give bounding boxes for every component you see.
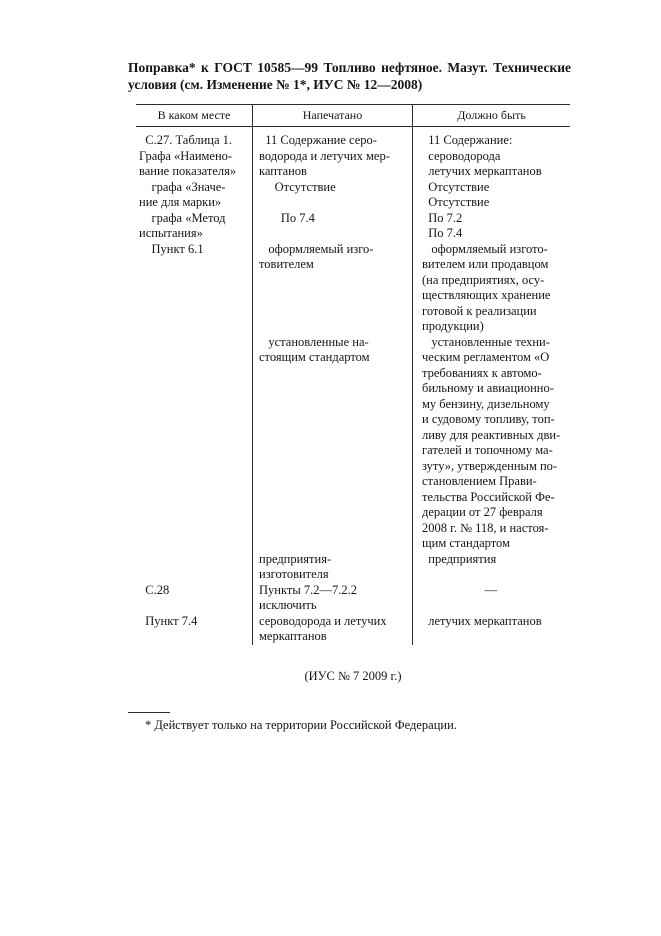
table-line: сероводорода — [422, 148, 501, 163]
table-line: графа «Значе- — [139, 179, 226, 194]
table-line — [139, 335, 250, 351]
table-line — [259, 366, 410, 382]
table-line — [139, 428, 250, 444]
table-line — [259, 490, 410, 506]
table-line: (на предприятиях, осу- — [422, 272, 545, 287]
table-line: установленные на- — [259, 334, 369, 349]
table-line — [259, 459, 410, 475]
table-line: оформляемый изго- — [259, 241, 374, 256]
table-line — [139, 366, 250, 382]
column-body-should-be — [413, 127, 570, 645]
table-line: вителем или продавцом — [422, 257, 549, 271]
table-line: ществляющих хранение — [422, 288, 551, 302]
table-line: Отсутствие — [422, 195, 490, 209]
table-line: предприятия — [422, 551, 497, 566]
table-line — [259, 536, 410, 552]
table-line: летучих меркаптанов — [422, 613, 542, 628]
table-line — [259, 474, 410, 490]
table-line: изготовителя — [259, 567, 329, 581]
table-line: Отсутствие — [259, 179, 336, 194]
corrections-table — [136, 104, 570, 645]
table-line: зуту», утвержденным по- — [422, 458, 558, 473]
table-line: Пункт 7.4 — [139, 613, 198, 628]
table-line — [259, 412, 410, 428]
table-line: испытания» — [139, 226, 203, 240]
table-line — [422, 598, 568, 614]
table-line: щим стандартом — [422, 536, 510, 550]
table-line: предприятия- — [259, 551, 332, 566]
table-line — [139, 257, 250, 273]
table-line: С.27. Таблица 1. — [139, 133, 233, 147]
table-line — [139, 536, 250, 552]
column-body-printed — [253, 127, 412, 645]
table-line: готовой к реализации — [422, 303, 537, 318]
table-line — [259, 195, 410, 211]
table-line — [139, 381, 250, 397]
title-line-1: Поправка* к ГОСТ 10585—99 Топливо нефтяное. Мазут. Технические — [128, 60, 571, 75]
table-column-printed — [252, 105, 412, 645]
footnote-text: * Действует только на территории Российской Федерации. — [145, 718, 457, 732]
table-line: вание показателя» — [139, 164, 237, 178]
table-line: 11 Содержание: — [422, 133, 513, 147]
table-line — [139, 629, 250, 645]
table-line — [259, 397, 410, 413]
table-line: Отсутствие — [422, 179, 490, 194]
table-line — [259, 521, 410, 537]
table-line — [139, 474, 250, 490]
table-line: ние для марки» — [139, 195, 222, 209]
table-line — [139, 288, 250, 304]
table-line: водорода и летучих мер- — [259, 148, 390, 163]
table-line — [139, 412, 250, 428]
table-line: установленные техни- — [422, 334, 550, 349]
document-title — [128, 60, 571, 93]
table-line: гателей и топочному ма- — [422, 443, 553, 457]
table-line — [422, 567, 568, 583]
table-line — [259, 381, 410, 397]
table-line — [139, 598, 250, 614]
column-header-should-be: Должно быть — [413, 105, 570, 127]
table-column-location — [136, 105, 252, 645]
table-line — [259, 226, 410, 242]
table-line: товителем — [259, 257, 314, 271]
table-line — [139, 350, 250, 366]
table-column-should-be — [412, 105, 570, 645]
table-line — [139, 567, 250, 583]
table-line: оформляемый изгото- — [422, 241, 548, 256]
table-line: летучих меркаптанов — [422, 164, 542, 178]
table-line: Пункты 7.2—7.2.2 — [259, 582, 357, 597]
table-line — [139, 459, 250, 475]
table-line: Пункт 6.1 — [139, 241, 204, 256]
table-line — [259, 428, 410, 444]
table-line — [259, 505, 410, 521]
table-line: бильному и авиационно- — [422, 381, 554, 395]
table-line: стоящим стандартом — [259, 350, 370, 364]
column-header-printed: Напечатано — [253, 105, 412, 127]
table-line: С.28 — [139, 582, 170, 597]
table-line: каптанов — [259, 164, 307, 178]
table-line — [139, 397, 250, 413]
table-line: 2008 г. № 118, и настоя- — [422, 520, 549, 535]
table-line: тельства Российской Фе- — [422, 489, 555, 504]
table-line: становлением Прави- — [422, 474, 537, 488]
table-line: требованиях к автомо- — [422, 365, 542, 380]
table-line: дерации от 27 февраля — [422, 505, 543, 519]
table-line: исключить — [259, 598, 317, 612]
table-line — [259, 443, 410, 459]
table-line — [139, 505, 250, 521]
table-line: — — [422, 582, 497, 597]
table-line — [139, 273, 250, 289]
table-line: По 7.4 — [259, 210, 315, 225]
title-line-2: условия (см. Изменение № 1*, ИУС № 12—2008) — [128, 76, 423, 92]
table-line — [259, 273, 410, 289]
table-line — [139, 319, 250, 335]
column-header-location: В каком месте — [136, 105, 252, 127]
issue-note: (ИУС № 7 2009 г.) — [304, 669, 402, 683]
table-line: продукции) — [422, 319, 484, 333]
table-line: ливу для реактивных дви- — [422, 427, 561, 442]
table-line: Графа «Наимено- — [139, 148, 233, 163]
table-line: По 7.2 — [422, 210, 463, 225]
footnote-rule — [128, 712, 170, 713]
table-line — [259, 319, 410, 335]
table-line — [139, 304, 250, 320]
table-line: и судовому топливу, топ- — [422, 412, 555, 426]
table-line — [139, 552, 250, 568]
table-line — [139, 443, 250, 459]
table-line: му бензину, дизельному — [422, 396, 550, 411]
table-line — [422, 629, 568, 645]
table-line: 11 Содержание серо- — [259, 133, 377, 147]
table-line: По 7.4 — [422, 226, 463, 240]
table-line — [139, 521, 250, 537]
table-line: ческим регламентом «О — [422, 350, 550, 364]
table-line: графа «Метод — [139, 210, 226, 225]
table-line: меркаптанов — [259, 629, 327, 643]
column-body-location — [136, 127, 252, 645]
table-line — [259, 304, 410, 320]
table-line — [259, 288, 410, 304]
table-line: сероводорода и летучих — [259, 613, 387, 628]
table-line — [139, 490, 250, 506]
